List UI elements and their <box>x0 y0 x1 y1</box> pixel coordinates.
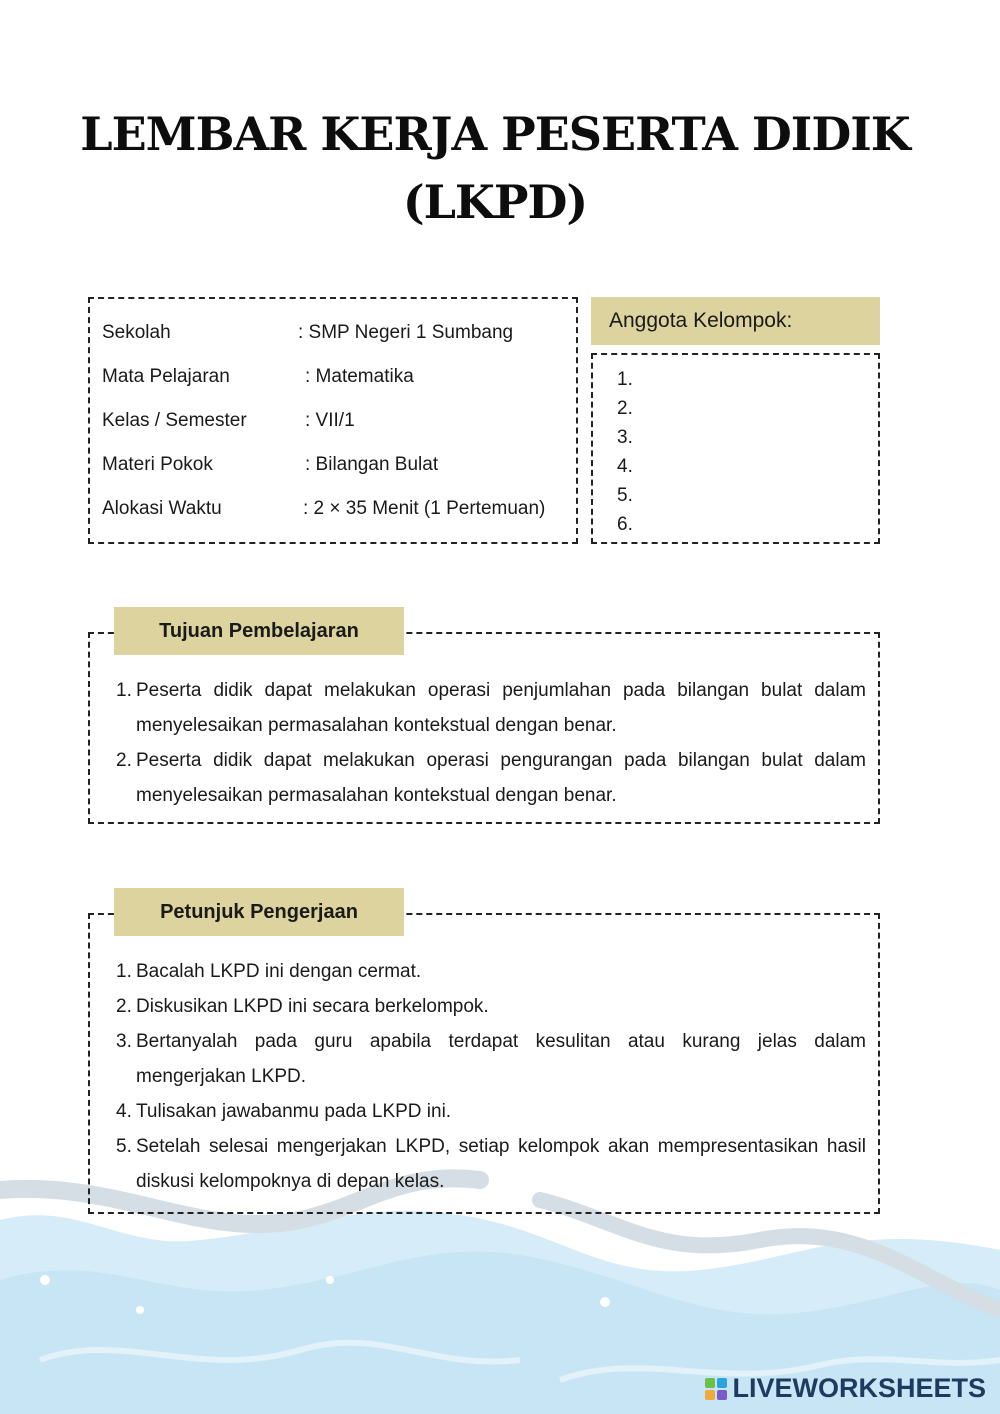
info-label: Alokasi Waktu <box>102 498 222 519</box>
learning-objectives-label: Tujuan Pembelajaran <box>114 607 404 655</box>
liveworksheets-logo-icon <box>704 1377 728 1401</box>
group-members-label: Anggota Kelompok: <box>591 297 880 345</box>
learning-objectives-list <box>116 673 866 813</box>
page-title <box>60 100 930 236</box>
list-item <box>116 1129 866 1199</box>
instructions-list <box>116 954 866 1199</box>
info-value: : 2 × 35 Menit (1 Pertemuan) <box>303 498 546 519</box>
member-slot: 4. <box>617 456 633 477</box>
list-text: Diskusikan LKPD ini secara berkelompok. <box>136 996 489 1017</box>
list-item <box>116 673 866 743</box>
brand-name: LIVEWORKSHEETS <box>732 1373 986 1403</box>
list-text: Setelah selesai mengerjakan LKPD, setiap kelompok akan mempresentasikan hasil diskusi kelompoknya di depan kelas. <box>136 1136 866 1192</box>
list-item <box>116 989 866 1024</box>
list-number: 3. <box>116 1031 132 1052</box>
info-label: Mata Pelajaran <box>102 366 230 387</box>
list-number: 2. <box>116 996 132 1017</box>
info-value: : VII/1 <box>305 410 355 431</box>
info-label: Kelas / Semester <box>102 410 247 431</box>
group-members-list <box>617 365 633 539</box>
list-item <box>116 1094 866 1129</box>
list-item <box>116 1024 866 1094</box>
list-number: 2. <box>116 750 132 771</box>
list-text: Tulisakan jawabanmu pada LKPD ini. <box>136 1101 452 1122</box>
member-slot: 5. <box>617 485 633 506</box>
member-slot: 2. <box>617 398 633 419</box>
list-text: Peserta didik dapat melakukan operasi pengurangan pada bilangan bulat dalam menyelesaikan permasalahan kontekstual dengan benar. <box>136 750 866 806</box>
list-text: Bacalah LKPD ini dengan cermat. <box>136 961 422 982</box>
member-slot: 6. <box>617 514 633 535</box>
instructions-label: Petunjuk Pengerjaan <box>114 888 404 936</box>
list-number: 5. <box>116 1136 132 1157</box>
info-value: : Matematika <box>305 366 414 387</box>
info-value: : SMP Negeri 1 Sumbang <box>298 322 514 343</box>
list-item <box>116 743 866 813</box>
liveworksheets-watermark[interactable] <box>704 1373 986 1404</box>
list-number: 1. <box>116 961 132 982</box>
list-text: Peserta didik dapat melakukan operasi penjumlahan pada bilangan bulat dalam menyelesaikan permasalahan kontekstual dengan benar. <box>136 680 866 736</box>
member-slot: 3. <box>617 427 633 448</box>
identity-info-box <box>88 297 578 544</box>
info-label: Sekolah <box>102 322 171 343</box>
list-item <box>116 954 866 989</box>
list-text: Bertanyalah pada guru apabila terdapat kesulitan atau kurang jelas dalam mengerjakan LKPD. <box>136 1031 866 1087</box>
member-slot: 1. <box>617 369 633 390</box>
info-label: Materi Pokok <box>102 454 213 475</box>
group-members-box <box>591 353 880 544</box>
info-value: : Bilangan Bulat <box>305 454 439 475</box>
title-line-1: LEMBAR KERJA PESERTA DIDIK <box>80 107 910 161</box>
list-number: 1. <box>116 680 132 701</box>
title-line-2: (LKPD) <box>402 175 588 229</box>
list-number: 4. <box>116 1101 132 1122</box>
